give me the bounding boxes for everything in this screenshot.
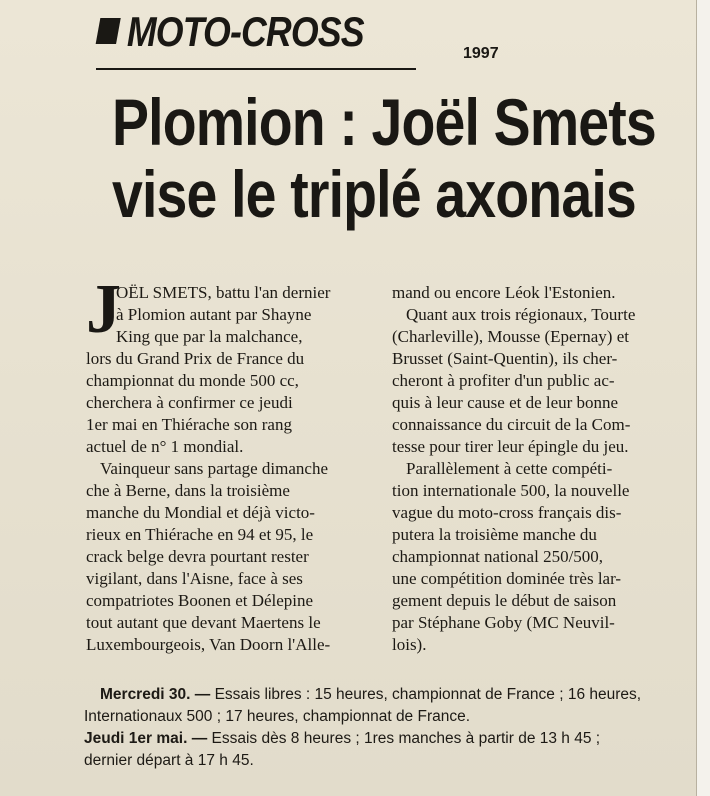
article-line: manche du Mondial et déjà victo- <box>86 503 315 522</box>
schedule-day: Jeudi 1er mai. — <box>84 730 208 747</box>
section-rubric <box>98 8 364 56</box>
article-line: tout autant que devant Maertens le <box>86 613 321 632</box>
article-line: gement depuis le début de saison <box>392 591 617 610</box>
article-line: une compétition dominée très lar- <box>392 569 622 588</box>
article-line: 1er mai en Thiérache son rang <box>86 415 292 434</box>
article-line: putera la troisième manche du <box>392 525 597 544</box>
article-line: Vainqueur sans partage dimanche <box>100 459 328 478</box>
article-line: vigilant, dans l'Aisne, face à ses <box>86 569 303 588</box>
article-line: championnat du monde 500 cc, <box>86 371 299 390</box>
article-line: cherchera à confirmer ce jeudi <box>86 393 293 412</box>
headline-line-1: Plomion : Joël Smets <box>112 85 656 159</box>
article-line: OËL SMETS, battu l'an dernier <box>116 283 331 302</box>
article-line: championnat national 250/500, <box>392 547 604 566</box>
article-line: mand ou encore Léok l'Estonien. <box>392 283 616 302</box>
schedule-continuation: Internationaux 500 ; 17 heures, championnat de France. <box>84 708 471 725</box>
article-line: lois). <box>392 635 427 654</box>
article-line: cheront à profiter d'un public ac- <box>392 371 615 390</box>
article-line: actuel de n° 1 mondial. <box>86 437 244 456</box>
article-line: Quant aux trois régionaux, Tourte <box>406 305 636 324</box>
schedule-entry <box>84 684 694 706</box>
article-line: tesse pour tirer leur épingle du jeu. <box>392 437 629 456</box>
schedule-text: Essais dès 8 heures ; 1res manches à partir de 13 h 45 ; <box>207 730 601 747</box>
article-column-1 <box>86 271 376 656</box>
article-line: connaissance du circuit de la Com- <box>392 415 631 434</box>
article-line: à Plomion autant par Shayne <box>116 305 312 324</box>
article-line: (Charleville), Mousse (Epernay) et <box>392 327 629 346</box>
article-line: Luxembourgeois, Van Doorn l'Alle- <box>86 635 331 654</box>
article-line: tion internationale 500, la nouvelle <box>392 481 630 500</box>
headline-line-2: vise le triplé axonais <box>112 157 636 231</box>
article-line: crack belge devra pourtant rester <box>86 547 309 566</box>
rubric-label: MOTO-CROSS <box>126 8 364 55</box>
headline <box>112 85 656 231</box>
article-line: Brusset (Saint-Quentin), ils cher- <box>392 349 618 368</box>
drop-cap: J <box>86 271 121 348</box>
rubric-square-icon <box>96 18 121 44</box>
article-line: vague du moto-cross français dis- <box>392 503 622 522</box>
rubric-underline <box>96 68 416 70</box>
schedule-box <box>84 684 694 772</box>
schedule-entry <box>84 728 694 750</box>
schedule-day: Mercredi 30. — <box>100 686 211 703</box>
article-line: rieux en Thiérache en 94 et 95, le <box>86 525 314 544</box>
article-line: compatriotes Boonen et Délepine <box>86 591 314 610</box>
article-column-2 <box>392 282 688 656</box>
scan-edge <box>696 0 710 796</box>
article-line: che à Berne, dans la troisième <box>86 481 290 500</box>
schedule-text: Essais libres : 15 heures, championnat de France ; 16 heures, <box>210 686 642 703</box>
schedule-continuation: dernier départ à 17 h 45. <box>84 752 254 769</box>
article-line: par Stéphane Goby (MC Neuvil- <box>392 613 615 632</box>
year-annotation: 1997 <box>463 45 499 62</box>
article-line: King que par la malchance, <box>116 327 303 346</box>
article-line: Parallèlement à cette compéti- <box>406 459 613 478</box>
article-line: lors du Grand Prix de France du <box>86 349 305 368</box>
article-line: quis à leur cause et de leur bonne <box>392 393 619 412</box>
